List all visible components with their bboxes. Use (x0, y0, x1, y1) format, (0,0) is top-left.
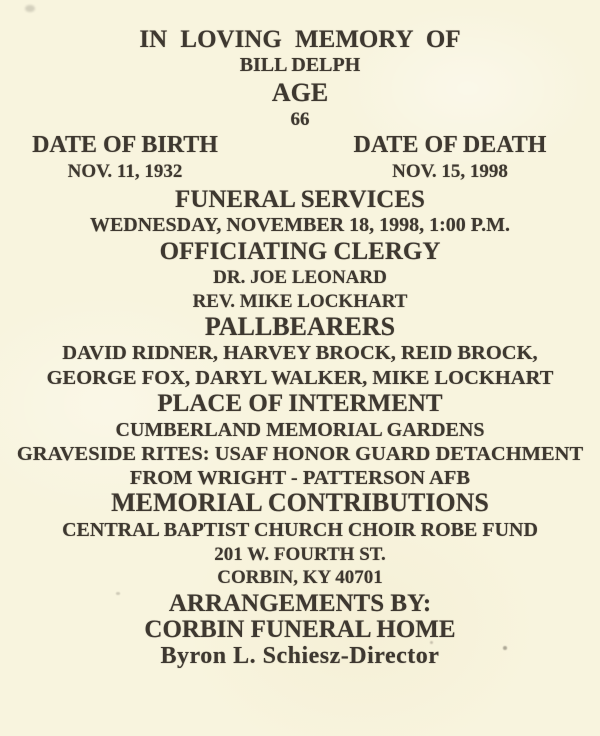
birth-date-label: DATE OF BIRTH (32, 132, 218, 158)
interment-label: PLACE OF INTERMENT (157, 390, 443, 417)
pallbearers-label: PALLBEARERS (204, 312, 396, 341)
funeral-home-name: CORBIN FUNERAL HOME (144, 616, 456, 643)
contributions-recipient: CENTRAL BAPTIST CHURCH CHOIR ROBE FUND (62, 519, 538, 541)
deceased-name: BILL DELPH (239, 54, 361, 76)
pallbearers-names: GEORGE FOX, DARYL WALKER, MIKE LOCKHART (46, 367, 554, 389)
contributions-address: 201 W. FOURTH ST. (214, 544, 386, 565)
interment-place: CUMBERLAND MEMORIAL GARDENS (115, 419, 485, 441)
contributions-label: MEMORIAL CONTRIBUTIONS (111, 488, 489, 517)
death-date-value: NOV. 15, 1998 (392, 161, 508, 182)
graveside-rites: GRAVESIDE RITES: USAF HONOR GUARD DETACHMENT (16, 443, 584, 465)
funeral-services-datetime: WEDNESDAY, NOVEMBER 18, 1998, 1:00 P.M. (89, 214, 511, 236)
memorial-title: IN LOVING MEMORY OF (139, 26, 461, 53)
dates-label-row (0, 133, 600, 157)
clergy-member: DR. JOE LEONARD (213, 267, 387, 288)
graveside-rites: FROM WRIGHT - PATTERSON AFB (129, 467, 471, 489)
death-date-label: DATE OF DEATH (353, 132, 547, 158)
arrangements-label: ARRANGEMENTS BY: (168, 590, 432, 617)
dates-value-row (0, 162, 600, 181)
director-name: Byron L. Schiesz-Director (160, 643, 440, 669)
officiating-clergy-label: OFFICIATING CLERGY (159, 238, 441, 265)
contributions-address: CORBIN, KY 40701 (217, 567, 383, 588)
scan-smudge (25, 5, 35, 12)
funeral-services-label: FUNERAL SERVICES (175, 186, 425, 213)
age-value: 66 (290, 109, 310, 130)
clergy-member: REV. MIKE LOCKHART (192, 291, 408, 312)
pallbearers-names: DAVID RIDNER, HARVEY BROCK, REID BROCK, (62, 342, 538, 364)
birth-date-value: NOV. 11, 1932 (67, 161, 183, 182)
age-label: AGE (271, 78, 329, 107)
